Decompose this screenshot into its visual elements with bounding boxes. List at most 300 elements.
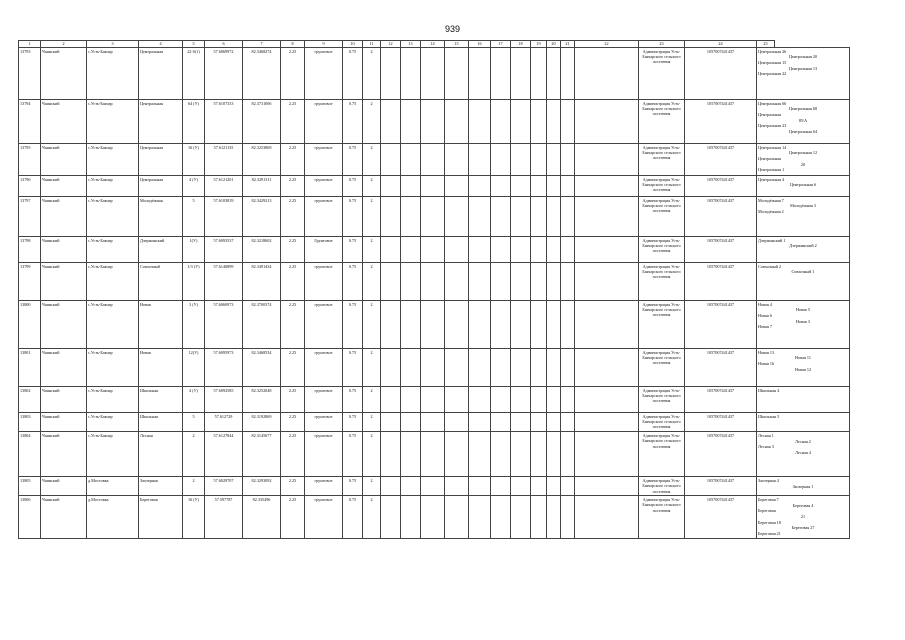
cell-owner: Администрация Усть-Бакчарского сельского поселения [639, 196, 685, 236]
column-number: 20 [547, 41, 561, 48]
cell-empty [445, 47, 469, 99]
cell-empty [381, 496, 401, 539]
address-line: Центральная 22 [758, 71, 787, 77]
cell-empty [491, 431, 511, 476]
address-line: Лесная 3 [758, 444, 774, 450]
address-line: Заозерная 4 [758, 477, 779, 483]
address-line: Новая 11 [795, 355, 811, 361]
column-number: 1 [19, 41, 41, 48]
address-line: Центральная [758, 156, 782, 162]
cell-longitude: 82.3429213 [243, 196, 281, 236]
address-line: Центральная [758, 112, 782, 118]
cell-record-id: 13803 [19, 412, 41, 431]
cell-settlement: д.Мостовка [87, 496, 139, 539]
cell-record-id: 13801 [19, 348, 41, 386]
cell-longitude: 82.3468534 [243, 348, 281, 386]
cell-latitude: 57.597787 [205, 496, 243, 539]
cell-settlement: д.Мостовка [87, 476, 139, 495]
column-number: 9 [305, 41, 343, 48]
cell-empty [469, 47, 491, 99]
cell-latitude: 57.6092585 [205, 386, 243, 412]
cell-addresses [757, 236, 850, 262]
cell-house-number: 1(У) [183, 236, 205, 262]
cell-empty [401, 196, 421, 236]
cell-empty [421, 99, 445, 143]
cell-house-number: 12(У) [183, 348, 205, 386]
address-line: Молодёжная 2 [758, 209, 784, 215]
address-line: Лесная 2 [795, 438, 811, 444]
address-line: Центральная 64 [788, 129, 818, 135]
column-number: 12 [381, 41, 401, 48]
cell-addresses [757, 143, 850, 175]
cell-street: Школьная [139, 386, 183, 412]
cell-house-number: 2 [183, 431, 205, 476]
address-line: Центральная 12 [788, 150, 818, 156]
cell-addresses [757, 412, 850, 431]
cell-street: Заозерная [139, 476, 183, 495]
cell-district: Чаинский [41, 236, 87, 262]
cell-owner: Администрация Усть-Бакчарского сельского поселения [639, 431, 685, 476]
cell-empty [421, 496, 445, 539]
column-number: 14 [421, 41, 445, 48]
address-line: Центральная 68 [788, 106, 818, 112]
cell-empty [511, 412, 531, 431]
cell-surface-type: грунтовое [305, 262, 343, 300]
cell-empty [421, 236, 445, 262]
cell-empty [547, 175, 561, 196]
cell-width: 2.25 [281, 431, 305, 476]
cell-empty [491, 300, 511, 348]
address-line: Новая 12 [794, 366, 812, 372]
cell-inn: 1057007441437 [685, 236, 757, 262]
cell-count: 2 [363, 476, 381, 495]
cell-record-id: 13795 [19, 143, 41, 175]
cell-count: 2 [363, 496, 381, 539]
cell-settlement: с.Усть-Бакчар [87, 300, 139, 348]
cell-count: 2 [363, 386, 381, 412]
cell-empty [547, 143, 561, 175]
cell-area: 0.75 [343, 47, 363, 99]
cell-house-number: 64 (У) [183, 99, 205, 143]
cell-empty [421, 196, 445, 236]
cell-inn: 1057007441437 [685, 99, 757, 143]
cell-empty [561, 47, 575, 99]
cell-area: 0.75 [343, 236, 363, 262]
column-number: 6 [205, 41, 243, 48]
cell-empty [421, 476, 445, 495]
cell-district: Чаинский [41, 262, 87, 300]
cell-width: 2.25 [281, 476, 305, 495]
cell-surface-type: грунтовое [305, 348, 343, 386]
cell-empty [531, 496, 547, 539]
cell-area: 0.75 [343, 300, 363, 348]
cell-surface-type: грунтовое [305, 412, 343, 431]
column-number: 3 [87, 41, 139, 48]
cell-latitude: 57.6103819 [205, 196, 243, 236]
cell-empty [511, 496, 531, 539]
cell-empty [511, 143, 531, 175]
cell-empty [575, 236, 639, 262]
cell-empty [421, 262, 445, 300]
cell-longitude: 82.3491434 [243, 262, 281, 300]
address-line: Лесная 4 [795, 449, 811, 455]
cell-empty [531, 386, 547, 412]
cell-longitude: 82.3192869 [243, 412, 281, 431]
cell-empty [561, 476, 575, 495]
cell-width: 2.25 [281, 412, 305, 431]
column-number: 2 [41, 41, 87, 48]
cell-latitude: 57.6107333 [205, 99, 243, 143]
cell-empty [531, 99, 547, 143]
address-line: Береговая 4 [792, 502, 814, 508]
cell-width: 2.25 [281, 175, 305, 196]
address-line: Новая 4 [758, 301, 772, 307]
cell-addresses [757, 348, 850, 386]
cell-empty [445, 348, 469, 386]
cell-street: Центральная [139, 143, 183, 175]
cell-surface-type: грунтовое [305, 476, 343, 495]
column-number: 7 [243, 41, 281, 48]
column-number: 15 [445, 41, 469, 48]
cell-empty [469, 348, 491, 386]
cell-empty [511, 175, 531, 196]
cell-area: 0.75 [343, 175, 363, 196]
cell-width: 2.25 [281, 47, 305, 99]
cell-latitude: 57.6121135 [205, 143, 243, 175]
cell-empty [421, 348, 445, 386]
address-line: Лесная 1 [758, 432, 774, 438]
cell-empty [421, 175, 445, 196]
table-row [19, 143, 850, 175]
table-row [19, 175, 850, 196]
cell-longitude: 82.3700374 [243, 300, 281, 348]
cell-empty [491, 143, 511, 175]
cell-empty [381, 99, 401, 143]
cell-owner: Администрация Усть-Бакчарского сельского поселения [639, 348, 685, 386]
address-line: Совхозный 2 [758, 263, 781, 269]
cell-width: 2.25 [281, 236, 305, 262]
cell-inn: 1057007441437 [685, 496, 757, 539]
cell-addresses [757, 196, 850, 236]
cell-district: Чаинский [41, 496, 87, 539]
cell-empty [575, 386, 639, 412]
table-row [19, 300, 850, 348]
address-line: Заозерная 1 [792, 483, 814, 489]
cell-surface-type: грунтовое [305, 386, 343, 412]
cell-settlement: с.Усть-Бакчар [87, 143, 139, 175]
cell-empty [381, 175, 401, 196]
cell-empty [547, 412, 561, 431]
cell-house-number: 5 [183, 412, 205, 431]
column-number: 23 [639, 41, 685, 48]
cell-record-id: 13804 [19, 431, 41, 476]
cell-empty [445, 143, 469, 175]
table-row [19, 262, 850, 300]
cell-empty [469, 431, 491, 476]
address-line: Береговая 7 [758, 497, 779, 503]
address-line: Новая 7 [758, 324, 772, 330]
cell-settlement: с.Усть-Бакчар [87, 431, 139, 476]
cell-district: Чаинский [41, 431, 87, 476]
cell-owner: Администрация Усть-Бакчарского сельского поселения [639, 99, 685, 143]
table-row [19, 412, 850, 431]
cell-settlement: с.Усть-Бакчар [87, 99, 139, 143]
cell-surface-type: грунтовое [305, 143, 343, 175]
cell-inn: 1057007441437 [685, 412, 757, 431]
cell-count: 2 [363, 236, 381, 262]
cell-count: 2 [363, 431, 381, 476]
cell-empty [547, 47, 561, 99]
cell-area: 0.75 [343, 496, 363, 539]
cell-empty [401, 175, 421, 196]
cell-width: 2.25 [281, 99, 305, 143]
cell-empty [381, 196, 401, 236]
cell-empty [547, 262, 561, 300]
cell-addresses [757, 496, 850, 539]
address-line: Береговая [758, 508, 776, 514]
cell-surface-type: грунтовое [305, 47, 343, 99]
cell-count: 2 [363, 412, 381, 431]
cell-latitude: 57.6140899 [205, 262, 243, 300]
cell-count: 2 [363, 175, 381, 196]
cell-district: Чаинский [41, 386, 87, 412]
cell-house-number: 4 (У) [183, 175, 205, 196]
cell-empty [491, 476, 511, 495]
cell-empty [469, 386, 491, 412]
cell-area: 0.75 [343, 262, 363, 300]
cell-empty [421, 386, 445, 412]
cell-district: Чаинский [41, 196, 87, 236]
cell-record-id: 13800 [19, 300, 41, 348]
cell-empty [469, 262, 491, 300]
address-line: Центральная 14 [758, 144, 787, 150]
cell-street: Береговая [139, 496, 183, 539]
cell-area: 0.75 [343, 196, 363, 236]
cell-empty [381, 431, 401, 476]
cell-empty [445, 300, 469, 348]
cell-empty [575, 99, 639, 143]
cell-house-number: 1/3 (У) [183, 262, 205, 300]
cell-empty [401, 496, 421, 539]
cell-empty [469, 300, 491, 348]
cell-settlement: с.Усть-Бакчар [87, 412, 139, 431]
table-row [19, 99, 850, 143]
cell-house-number: 5 [183, 196, 205, 236]
cell-street: Молодёжная [139, 196, 183, 236]
cell-empty [401, 236, 421, 262]
address-line: Центральная 13 [788, 65, 818, 71]
cell-house-number: 22-б(1) [183, 47, 205, 99]
address-line: Центральная 20 [788, 54, 818, 60]
cell-empty [561, 412, 575, 431]
cell-inn: 1057007441437 [685, 175, 757, 196]
cell-empty [401, 143, 421, 175]
cell-count: 2 [363, 300, 381, 348]
cell-empty [445, 262, 469, 300]
cell-latitude: 57.6069972 [205, 47, 243, 99]
cell-owner: Администрация Усть-Бакчарского сельского поселения [639, 262, 685, 300]
cell-width: 2.25 [281, 386, 305, 412]
cell-empty [445, 236, 469, 262]
cell-longitude: 82.3145677 [243, 431, 281, 476]
address-line: Совхозный 1 [791, 269, 815, 275]
cell-empty [401, 386, 421, 412]
cell-inn: 1057007441437 [685, 196, 757, 236]
cell-width: 2.25 [281, 143, 305, 175]
address-line: Новая 3 [796, 318, 810, 324]
cell-record-id: 13805 [19, 476, 41, 495]
cell-empty [575, 348, 639, 386]
cell-surface-type: грунтовое [305, 175, 343, 196]
cell-settlement: с.Усть-Бакчар [87, 386, 139, 412]
cell-latitude: 57.6127844 [205, 431, 243, 476]
cell-empty [561, 99, 575, 143]
cell-empty [547, 236, 561, 262]
cell-empty [511, 236, 531, 262]
cell-settlement: с.Усть-Бакчар [87, 196, 139, 236]
cell-owner: Администрация Усть-Бакчарского сельского поселения [639, 412, 685, 431]
cell-empty [381, 476, 401, 495]
cell-inn: 1057007441437 [685, 386, 757, 412]
cell-empty [469, 99, 491, 143]
cell-surface-type: грунтовое [305, 300, 343, 348]
cell-empty [401, 300, 421, 348]
column-number: 24 [685, 41, 757, 48]
cell-empty [491, 175, 511, 196]
column-number: 16 [469, 41, 491, 48]
address-line: Молодёжная 3 [790, 203, 816, 209]
cell-street: Новая [139, 348, 183, 386]
cell-street: Лесная [139, 431, 183, 476]
cell-empty [381, 47, 401, 99]
cell-empty [561, 262, 575, 300]
cell-settlement: с.Усть-Бакчар [87, 262, 139, 300]
cell-empty [531, 348, 547, 386]
cell-empty [401, 99, 421, 143]
cell-area: 0.75 [343, 348, 363, 386]
cell-owner: Администрация Усть-Бакчарского сельского поселения [639, 175, 685, 196]
cell-street: Школьная [139, 412, 183, 431]
cell-empty [561, 386, 575, 412]
cell-empty [381, 236, 401, 262]
cell-district: Чаинский [41, 47, 87, 99]
cell-empty [469, 412, 491, 431]
cell-inn: 1057007441437 [685, 143, 757, 175]
cell-empty [469, 476, 491, 495]
address-line: Центральная 23 [758, 123, 787, 129]
cell-house-number: 4 (У) [183, 386, 205, 412]
cell-empty [575, 262, 639, 300]
cell-empty [531, 143, 547, 175]
table-row [19, 431, 850, 476]
cell-empty [445, 99, 469, 143]
column-number: 25 [757, 41, 775, 48]
cell-width: 2.25 [281, 496, 305, 539]
cell-addresses [757, 386, 850, 412]
address-line: Новая 16 [758, 361, 775, 367]
cell-empty [401, 412, 421, 431]
address-line: Школьная 4 [758, 387, 780, 393]
cell-empty [381, 412, 401, 431]
table-row [19, 47, 850, 99]
cell-latitude: 57.6095973 [205, 348, 243, 386]
cell-longitude: 82.3468274 [243, 47, 281, 99]
cell-empty [547, 196, 561, 236]
cell-district: Чаинский [41, 412, 87, 431]
cell-street: Новая [139, 300, 183, 348]
cell-empty [445, 175, 469, 196]
cell-latitude: 57.6121201 [205, 175, 243, 196]
address-line: Новая 5 [796, 307, 810, 313]
cell-longitude: 82.3293092 [243, 476, 281, 495]
cell-count: 2 [363, 348, 381, 386]
address-line: 20 [800, 161, 806, 167]
cell-empty [575, 496, 639, 539]
cell-addresses [757, 47, 850, 99]
cell-owner: Администрация Усть-Бакчарского сельского поселения [639, 496, 685, 539]
cell-latitude: 57.6060973 [205, 300, 243, 348]
column-number: 22 [575, 41, 639, 48]
cell-empty [547, 476, 561, 495]
cell-empty [491, 262, 511, 300]
cell-empty [469, 496, 491, 539]
cell-surface-type: грунтовое [305, 99, 343, 143]
column-number: 17 [491, 41, 511, 48]
cell-empty [531, 47, 547, 99]
cell-empty [445, 196, 469, 236]
cell-longitude: 82.3291311 [243, 175, 281, 196]
address-line: Центральная 66 [758, 100, 787, 106]
cell-width: 2.25 [281, 300, 305, 348]
cell-house-number: 16 (У) [183, 143, 205, 175]
cell-record-id: 13796 [19, 175, 41, 196]
cell-settlement: с.Усть-Бакчар [87, 175, 139, 196]
cell-addresses [757, 431, 850, 476]
cell-empty [469, 175, 491, 196]
cell-addresses [757, 99, 850, 143]
cell-empty [445, 476, 469, 495]
cell-empty [491, 99, 511, 143]
cell-empty [561, 348, 575, 386]
cell-longitude: 82.3253869 [243, 143, 281, 175]
cell-empty [469, 236, 491, 262]
column-number: 21 [561, 41, 575, 48]
address-line: Береговая 27 [791, 525, 815, 531]
cell-empty [491, 496, 511, 539]
cell-empty [445, 412, 469, 431]
cell-house-number: 2 [183, 476, 205, 495]
cell-empty [511, 196, 531, 236]
table-row [19, 236, 850, 262]
column-number: 5 [183, 41, 205, 48]
address-line: Новая 6 [758, 313, 772, 319]
cell-inn: 1057007441437 [685, 47, 757, 99]
cell-empty [381, 143, 401, 175]
cell-empty [561, 143, 575, 175]
cell-empty [469, 196, 491, 236]
registry-table [18, 40, 850, 539]
cell-surface-type: грунтовое [305, 196, 343, 236]
cell-street: Центральная [139, 175, 183, 196]
cell-count: 2 [363, 262, 381, 300]
cell-record-id: 13793 [19, 47, 41, 99]
cell-area: 0.75 [343, 431, 363, 476]
cell-area: 0.75 [343, 412, 363, 431]
cell-empty [381, 348, 401, 386]
cell-record-id: 13794 [19, 99, 41, 143]
page-number: 939 [444, 24, 461, 34]
cell-area: 0.75 [343, 99, 363, 143]
